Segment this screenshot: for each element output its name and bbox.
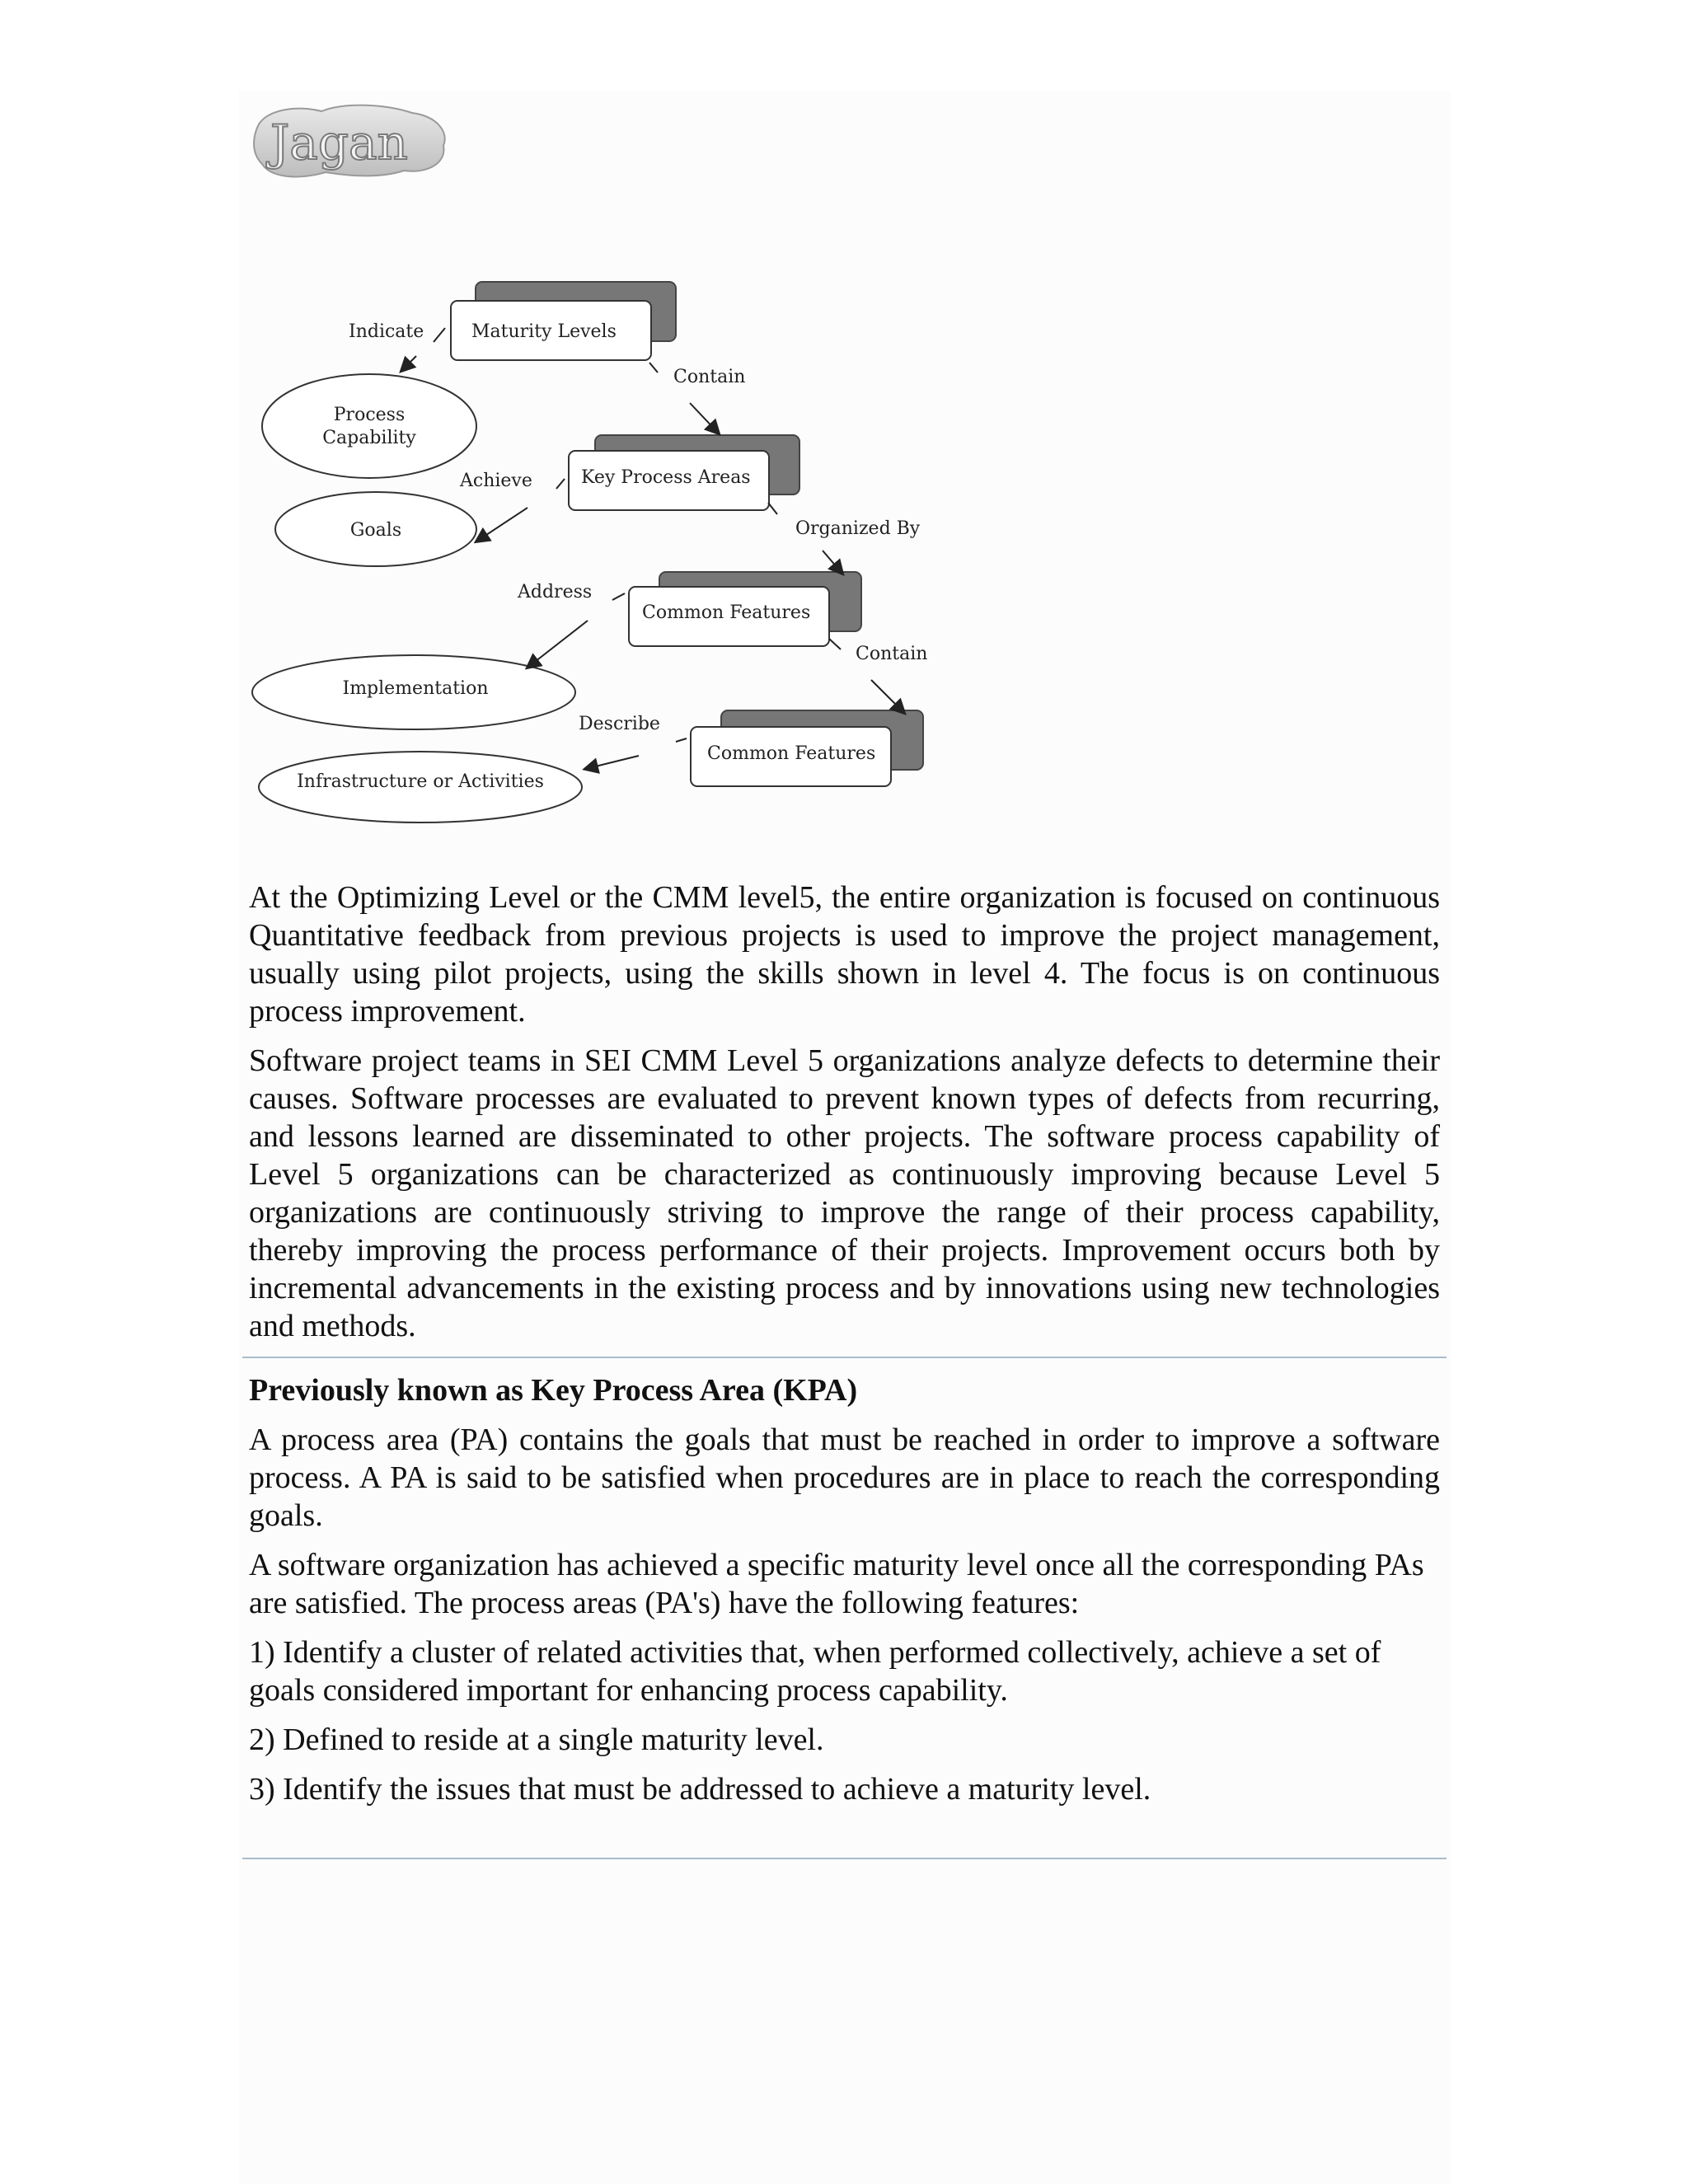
common-features-box-2: [691, 710, 923, 786]
logo-text: Jagan: [270, 115, 408, 171]
key-process-areas-label: Key Process Areas: [581, 467, 751, 488]
footer-divider: [242, 1858, 1447, 1859]
achieve-arrow: [476, 508, 528, 541]
describe-tick: [676, 738, 687, 742]
organized-by-tick: [768, 503, 777, 514]
feature-item-1: 1) Identify a cluster of related activities that, when performed collectively, achieve a set of goals considered important for enhancing process capability.: [249, 1635, 1381, 1708]
feature-item-3: 3) Identify the issues that must be addressed to achieve a maturity level.: [249, 1772, 1151, 1807]
organized-by-arrow: [823, 551, 842, 574]
sei-teams-paragraph: Software project teams in SEI CMM Level 5 organizations analyze defects to determine their causes. Software processes are evaluated to prevent known types of defects from recurring, and lessons learned are disseminated to other projects. The software process capability of Level 5 organizations can be characterized as continuously improving because Level 5 organizations are continuously striving to improve the range of their process capability, thereby improving the process performance of their projects. Improvement occurs both by incremental advancements in the existing process and by innovations using new technologies and methods.: [249, 1043, 1440, 1343]
organized-by-label: Organized By: [795, 518, 921, 539]
address-label: Address: [518, 582, 593, 602]
contain-arrow-1: [690, 403, 719, 434]
address-arrow: [528, 621, 588, 668]
goals-label: Goals: [349, 520, 402, 541]
implementation-ellipse: [252, 655, 575, 729]
contain-label-2: Contain: [856, 644, 928, 664]
process-capability-ellipse: [262, 374, 476, 478]
common-features-label-1: Common Features: [642, 602, 811, 623]
feature-item-2: 2) Defined to reside at a single maturity level.: [249, 1722, 824, 1757]
contain-label-1: Contain: [673, 367, 746, 387]
process-capability-line-1: Process: [333, 405, 406, 425]
common-features-box-1: [629, 572, 861, 646]
infrastructure-ellipse: [259, 752, 582, 823]
achieve-tick: [556, 479, 565, 489]
contain-tick-1: [649, 363, 658, 373]
achieve-label: Achieve: [460, 471, 532, 491]
indicate-label: Indicate: [349, 321, 424, 342]
describe-label: Describe: [579, 714, 660, 734]
document-body: [249, 879, 1440, 1872]
cmm-structure-diagram: [247, 264, 948, 857]
section-divider: [242, 1357, 1447, 1358]
address-tick: [612, 593, 625, 600]
indicate-tick: [434, 328, 445, 342]
implementation-label: Implementation: [342, 678, 489, 699]
pa-definition-paragraph: A process area (PA) contains the goals that must be reached in order to improve a software process. A PA is said to be satisfied when procedures are in place to reach the corresponding goals.: [249, 1422, 1440, 1533]
contain-arrow-2: [871, 680, 904, 713]
indicate-arrow: [401, 356, 416, 371]
jagan-logo: [247, 95, 453, 194]
maturity-levels-box: [451, 282, 676, 360]
goals-ellipse: [275, 492, 476, 566]
maturity-levels-label: Maturity Levels: [471, 321, 617, 342]
process-capability-line-2: Capability: [322, 428, 416, 448]
kpa-heading: Previously known as Key Process Area (KPA): [249, 1373, 858, 1408]
common-features-label-2: Common Features: [707, 743, 876, 764]
maturity-achieved-paragraph: A software organization has achieved a specific maturity level once all the corresponding PAs are satisfied. The process areas (PA's) have the following features:: [249, 1548, 1424, 1620]
contain-tick-2: [829, 639, 841, 649]
describe-arrow: [585, 756, 639, 769]
key-process-areas-box: [569, 435, 799, 510]
infrastructure-label: Infrastructure or Activities: [297, 771, 544, 792]
optimizing-paragraph: At the Optimizing Level or the CMM level5, the entire organization is focused on continuous Quantitative feedback from previous projects is used to improve the project management, usually using pilot projects, using the skills shown in level 4. The focus is on continuous process improvement.: [249, 880, 1440, 1029]
